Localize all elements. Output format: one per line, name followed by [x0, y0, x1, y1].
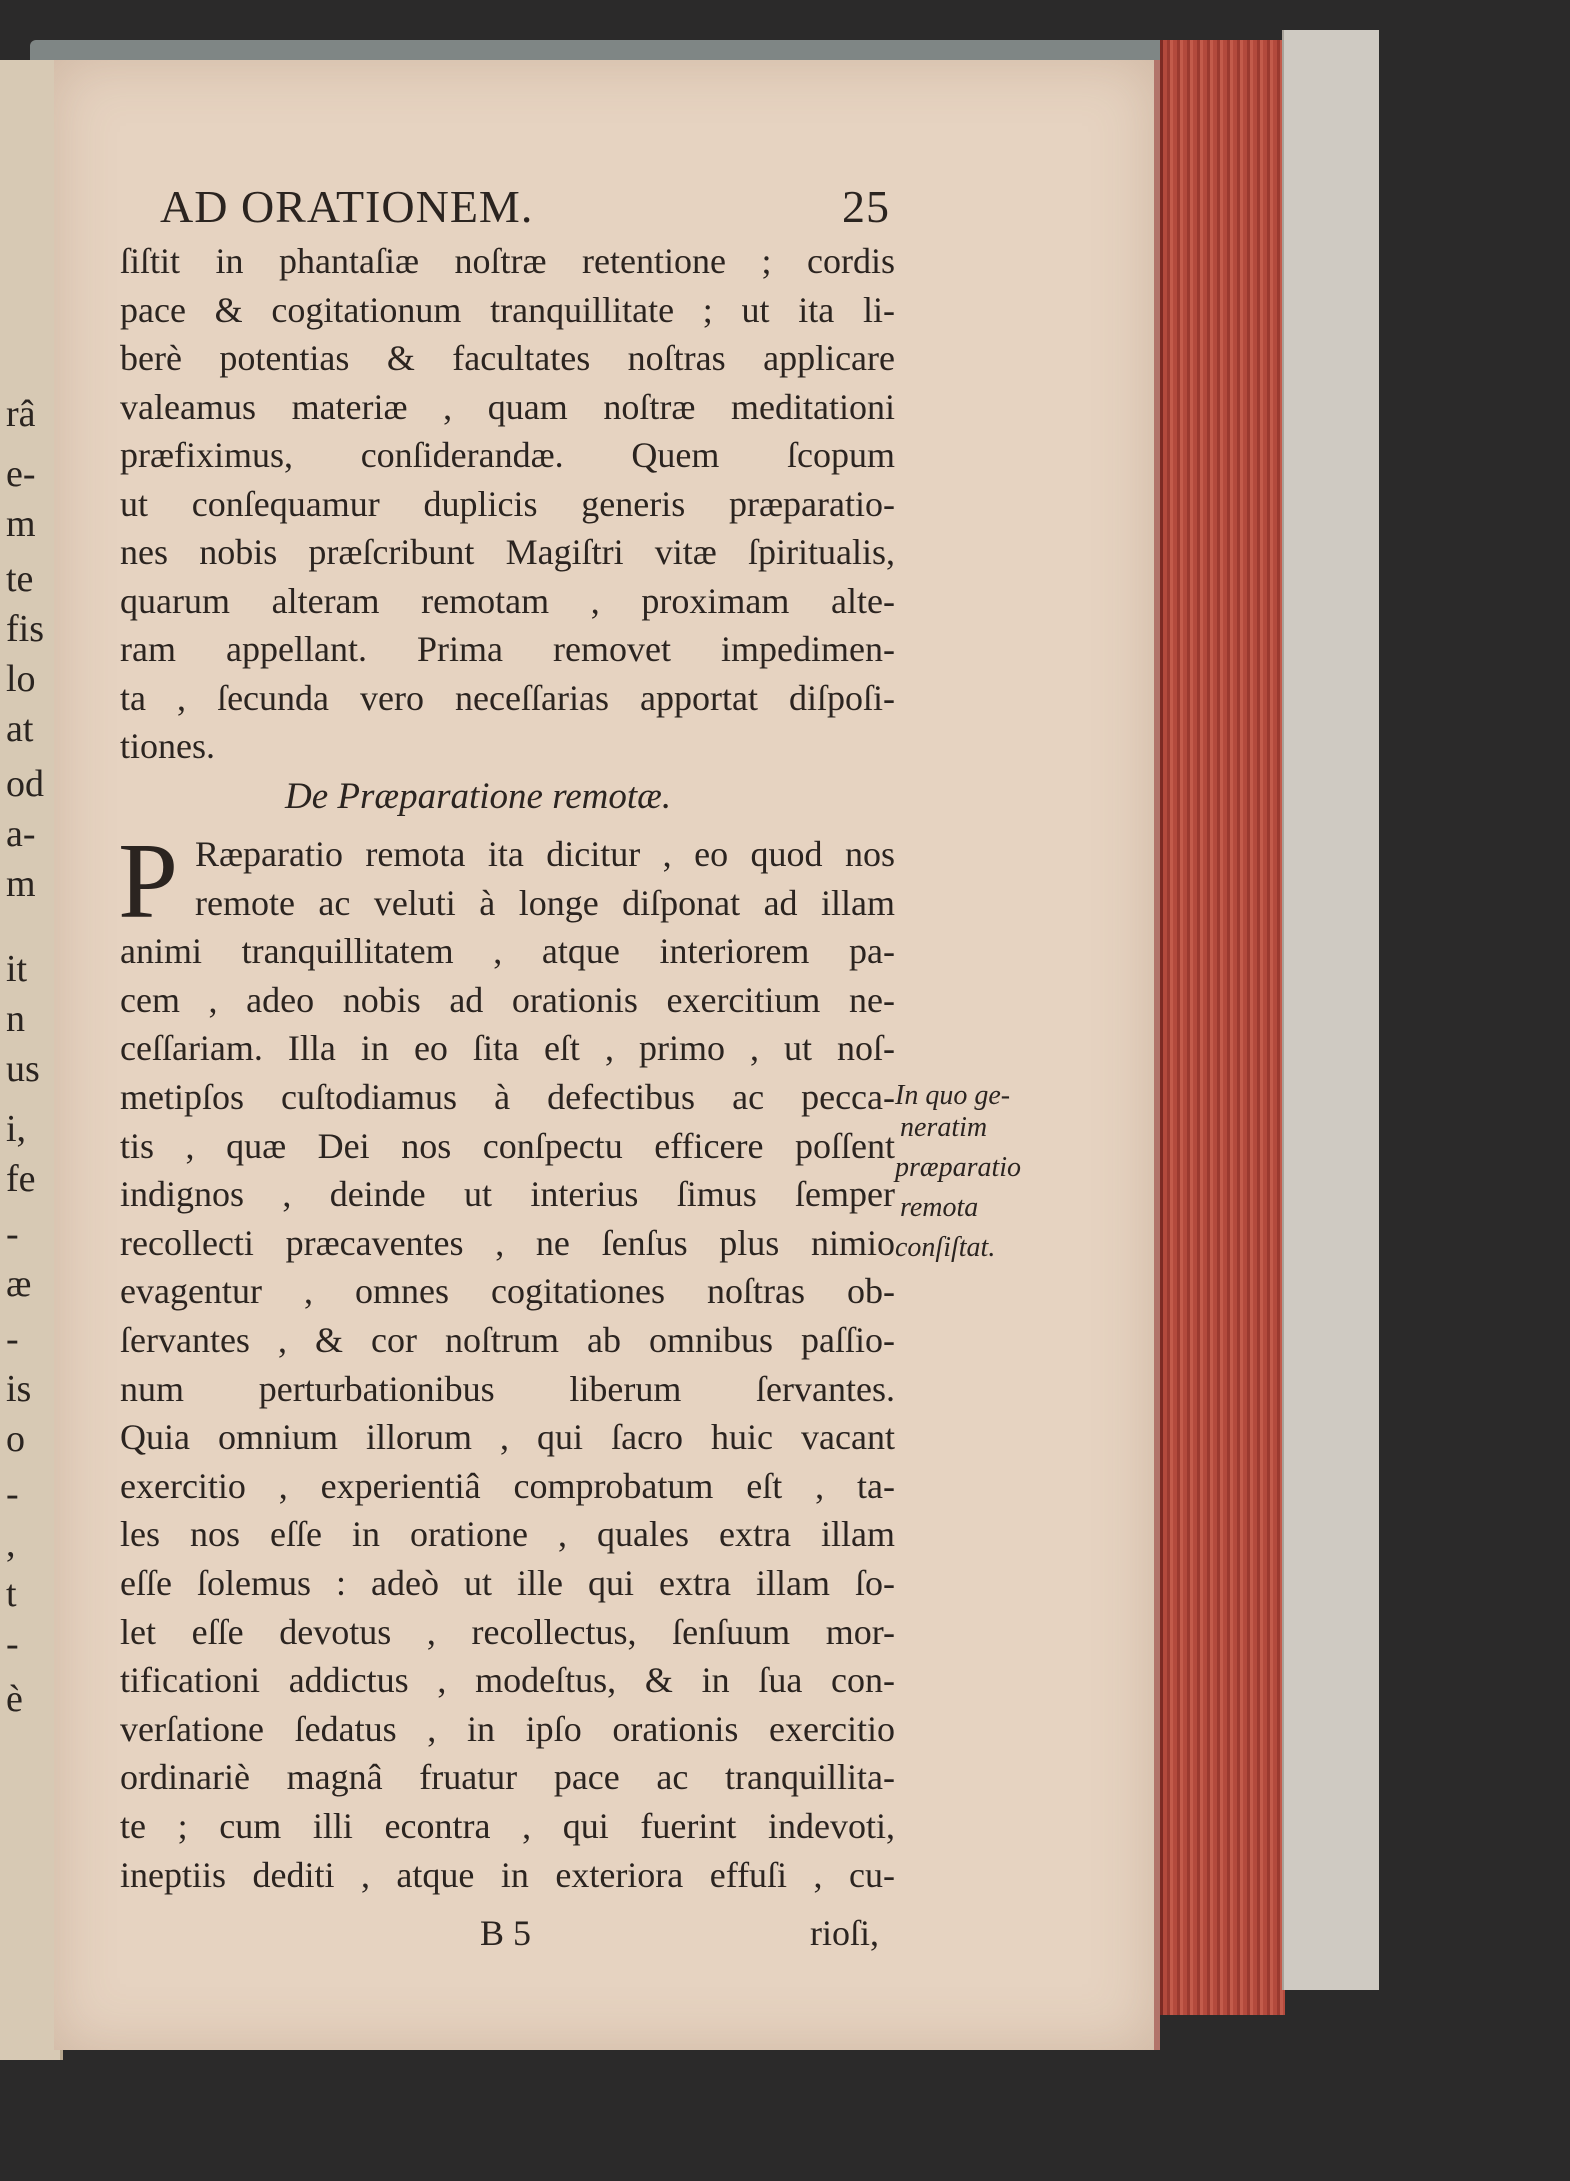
left-page-fragment: a- [6, 813, 36, 855]
text-line: recollecti præcaventes , ne ſenſus plus nimio [120, 1222, 895, 1263]
marginal-note-line: remota [900, 1192, 979, 1223]
text-line: cem , adeo nobis ad orationis exercitium ne- [120, 979, 895, 1020]
text-line: evagentur , omnes cogitationes noſtras ob- [120, 1271, 895, 1312]
text-line: Quia omnium illorum , qui ſacro huic vacant [120, 1417, 895, 1458]
text-line: tiones. [120, 726, 215, 766]
text-line: Ræparatio remota ita dicitur , eo quod nos [195, 834, 895, 874]
text-line: ceſſariam. Illa in eo ſita eſt , primo , ut noſ- [120, 1028, 895, 1069]
running-title: AD ORATIONEM. [160, 181, 534, 232]
left-page-fragment: e- [6, 453, 36, 495]
text-line: tificationi addictus , modeſtus, & in ſua con- [120, 1660, 895, 1701]
left-page-fragment: fe [6, 1158, 36, 1200]
left-page-fragment: us [6, 1048, 40, 1090]
left-page-fragment: râ [6, 393, 36, 435]
marginal-note-line: neratim [900, 1112, 988, 1143]
text-line: ſervantes , & cor noſtrum ab omnibus paſſio- [120, 1320, 895, 1360]
book-cover [1282, 30, 1379, 1990]
text-line: let eſſe devotus , recollectus, ſenſuum mor- [120, 1611, 895, 1652]
left-page-fragment: od [6, 763, 44, 805]
left-page-fragment: æ [6, 1263, 32, 1305]
text-line: eſſe ſolemus : adeò ut ille qui extra illam ſo- [120, 1563, 895, 1603]
left-page-fragment: it [6, 948, 28, 990]
left-page-fragment: - [6, 1318, 19, 1360]
marginal-note-line: In quo ge- [895, 1080, 1011, 1111]
marginal-note-line: conſiſtat. [895, 1232, 996, 1263]
text-line: animi tranquillitatem , atque interiorem pa- [120, 931, 895, 972]
text-line: ut conſequamur duplicis generis præparatio- [120, 483, 895, 524]
left-page-fragment: n [6, 998, 25, 1040]
text-line: remote ac veluti à longe diſponat ad illam [195, 882, 895, 923]
text-line: ram appellant. Prima removet impedimen- [120, 629, 895, 669]
left-page-fragment: t [6, 1573, 17, 1615]
text-line: valeamus materiæ , quam noſtræ meditationi [120, 386, 895, 427]
left-page-fragment: - [6, 1623, 19, 1665]
catchword: rioſi, [810, 1913, 879, 1953]
page-edges [1160, 40, 1285, 2015]
left-page-fragment: , [6, 1523, 16, 1565]
left-page-fragment: m [6, 503, 36, 545]
text-line: metipſos cuſtodiamus à defectibus ac pecca- [120, 1077, 895, 1117]
left-page-fragment: lo [6, 658, 36, 700]
text-line: præfiximus, conſiderandæ. Quem ſcopum [120, 435, 895, 475]
text-line: ſiſtit in phantaſiæ noſtræ retentione ; cordis [120, 241, 895, 281]
text-line: ordinariè magnâ fruatur pace ac tranquillita- [120, 1757, 895, 1798]
left-page-fragment: o [6, 1418, 25, 1460]
text-line: les nos eſſe in oratione , quales extra illam [120, 1514, 895, 1555]
running-header [160, 180, 890, 233]
text-line: ta , ſecunda vero neceſſarias apportat diſpoſi- [120, 677, 895, 718]
left-page-fragment: at [6, 708, 34, 750]
drop-initial: P [118, 822, 179, 941]
text-line: num perturbationibus liberum ſervantes. [120, 1368, 895, 1409]
text-line: ineptiis dediti , atque in exteriora effuſi , cu- [120, 1854, 895, 1895]
left-page-fragment: m [6, 863, 36, 905]
left-page-fragment: i, [6, 1108, 27, 1150]
text-line: indignos , deinde ut interius ſimus ſemper [120, 1174, 895, 1215]
signature-mark: B 5 [480, 1913, 532, 1953]
page-number: 25 [842, 181, 890, 232]
left-page-fragment: fis [6, 608, 44, 650]
left-page-fragment: is [6, 1368, 32, 1410]
text-line: tis , quæ Dei nos conſpectu efficere poſſent [120, 1125, 895, 1166]
text-line: nes nobis præſcribunt Magiſtri vitæ ſpiritualis, [120, 532, 895, 572]
text-line: te ; cum illi econtra , qui fuerint indevoti, [120, 1806, 895, 1846]
left-page-fragment: - [6, 1473, 19, 1515]
section-heading: De Præparatione remotæ. [285, 776, 672, 817]
text-line: verſatione ſedatus , in ipſo orationis exercitio [120, 1708, 895, 1749]
text-line: quarum alteram remotam , proximam alte- [120, 580, 895, 621]
marginal-note-line: præparatio [895, 1152, 1022, 1183]
left-page-fragment: te [6, 558, 34, 600]
text-line: berè potentias & facultates noſtras applicare [120, 338, 895, 378]
text-line: exercitio , experientiâ comprobatum eſt , ta- [120, 1465, 895, 1506]
text-line: pace & cogitationum tranquillitate ; ut ita li- [120, 289, 895, 330]
left-page-fragment: è [6, 1678, 23, 1720]
left-page-fragment: - [6, 1213, 19, 1255]
